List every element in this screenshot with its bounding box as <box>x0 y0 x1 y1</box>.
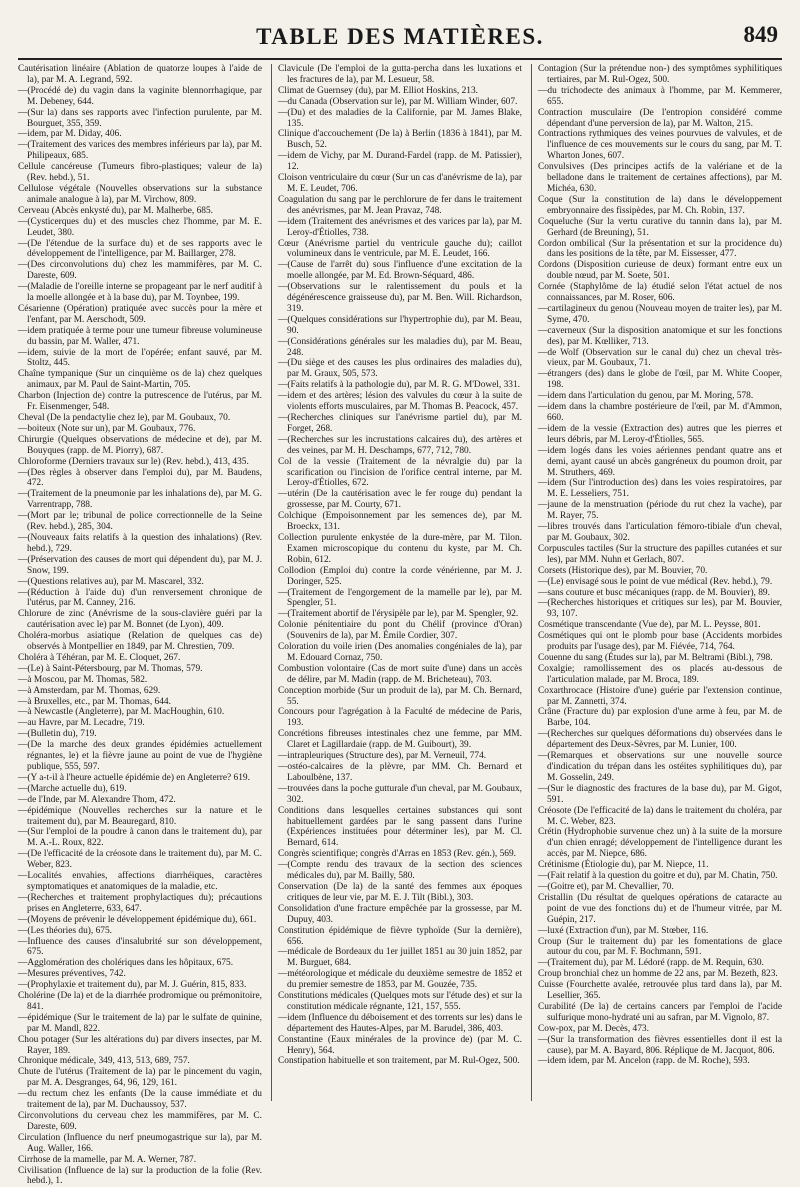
index-entry: Cholérine (De la) et de la diarrhée prodromique ou prémonitoire, 841. <box>18 991 262 1012</box>
index-entry: Contractions rythmiques des veines pourvues de valvules, et de l'influence de ces mouvements sur le cours du sang, par M. T. Wharton Jones, 607. <box>538 129 782 162</box>
index-entry: —(Du) et des maladies de la Californie, par M. James Blake, 135. <box>278 107 522 129</box>
index-entry: —idem (Influence du déboisement et des torrents sur les) dans le département des Hautes-Alpes, par M. Barudel, 386, 403. <box>278 1012 522 1034</box>
index-entry: —(Compte rendu des travaux de la section des sciences médicales du), par M. Bailly, 580. <box>278 860 522 882</box>
index-entry: Choléra à Téhéran, par M. E. Cloquet, 267. <box>18 652 181 663</box>
index-entry: Cornée (Staphylôme de la) étudié selon l'état actuel de nos connaissances, par M. Roser, 606. <box>538 282 782 304</box>
index-entry: Croup bronchial chez un homme de 22 ans, par M. Bezeth, 823. <box>538 969 778 980</box>
index-entry: —(Des règles à observer dans l'emploi du), par M. Baudens, 472. <box>18 467 262 489</box>
index-entry: —(Recherches sur quelques déformations du) observées dans le département des Deux-Sèvres, par M. Lunier, 100. <box>538 729 782 751</box>
index-entry: Collodion (Emploi du) contre la corde vénérienne, par M. J. Doringer, 525. <box>278 565 522 587</box>
index-entry: —du trichodecte des animaux à l'homme, par M. Kemmerer, 655. <box>538 85 782 107</box>
index-entry: —à Moscou, par M. Thomas, 582. <box>18 674 148 685</box>
index-entry: Cellule cancéreuse (Tumeurs fibro-plastiques; valeur de la) (Rev. hebd.), 51. <box>18 162 262 184</box>
index-entry: Cellulose végétale (Nouvelles observations sur la substance animale analogue à la), par M. Virchow, 809. <box>18 183 262 205</box>
index-entry: Cordons (Disposition curieuse de deux) formant entre eux un double nœud, par M. Soete, 501. <box>538 260 782 282</box>
index-entry: Cheval (De la pendactylie chez le), par M. Goubaux, 70. <box>18 413 231 423</box>
index-entry: Cerveau (Abcès enkysté du), par M. Malherbe, 685. <box>18 205 213 216</box>
index-entry: Choléra-morbus asiatique (Relation de quelques cas de) observés à Montpellier en 1849, par M. Chrestien, 709. <box>18 631 262 653</box>
index-entry: —(Observations sur le ralentissement du pouls et la dégénérescence graisseuse du), par M. Ben. Will. Richardson, 319. <box>278 282 522 314</box>
index-entry: Chaîne tympanique (Sur un cinquième os de la) chez quelques animaux, par M. Paul de Saint-Martin, 705. <box>18 369 262 391</box>
index-entry: —de l'Inde, par M. Alexandre Thom, 472. <box>18 794 176 805</box>
index-entry: Crâne (Fracture du) par explosion d'une arme à feu, par M. de Barbe, 104. <box>538 707 782 729</box>
index-entry: Cosmétique transcendante (Vue de), par M. L. Peysse, 801. <box>538 620 761 631</box>
index-entry: Col de la vessie (Traitement de la névralgie du) par la scarification ou l'incision de l'orifice central interne, par M. Leroy-d'Étiolles, 672. <box>278 456 522 489</box>
index-entry: —(Sur la transformation des fièvres essentielles dont il est la cause), par M. A. Bayard, 806. Réplique de M. Jacquot, 806. <box>538 1034 782 1056</box>
index-entry: —idem, par M. Diday, 406. <box>18 129 122 140</box>
index-entry: —trouvées dans la poche gutturale d'un cheval, par M. Goubaux, 302. <box>278 783 522 805</box>
index-entry: Colchique (Empoisonnement par les semences de), par M. Broeckx, 131. <box>278 511 522 533</box>
index-entry: Crétin (Hydrophobie survenue chez un) à la suite de la morsure d'un chien enragé; développement de l'intelligence durant les accès, par M. Niepce, 686. <box>538 827 782 860</box>
index-entry: —(De l'étendue de la surface du) et de ses rapports avec le développement de l'intelligence, par M. Baillarger, 278. <box>18 238 262 260</box>
index-entry: —utérin (De la cautérisation avec le fer rouge du) pendant la grossesse, par M. Courty, 671. <box>278 489 522 511</box>
index-entry: Clavicule (De l'emploi de la gutta-percha dans les luxations et les fractures de la), par M. Lesueur, 58. <box>278 64 522 85</box>
index-entry: Concrétions fibreuses intestinales chez une femme, par MM. Claret et Lagillardaie (rapp. de M. Guibourt), 39. <box>278 729 522 751</box>
index-entry: —idem de la vessie (Extraction des) autres que les pierres et leurs débris, par M. Leroy-d'Étiolles, 565. <box>538 423 782 445</box>
index-entry: Circulation (Influence du nerf pneumogastrique sur la), par M. Aug. Waller, 166. <box>18 1132 262 1154</box>
index-entry: —(Traitement de l'engorgement de la mamelle par le), par M. Spengler, 51. <box>278 587 522 609</box>
index-entry: —(Quelques considérations sur l'hypertrophie du), par M. Beau, 90. <box>278 314 522 336</box>
index-entry: —(De l'efficacité de la créosote dans le traitement du), par M. C. Weber, 823. <box>18 849 262 871</box>
page-header <box>0 14 800 58</box>
index-entry: Césarienne (Opération) pratiquée avec succès pour la mère et l'enfant, par M. Aerschodt, 509. <box>18 303 262 325</box>
index-entry: —(Préservation des causes de mort qui dépendent du), par M. J. Snow, 199. <box>18 554 262 576</box>
index-entry: —(Moyens de prévenir le développement épidémique du), 661. <box>18 914 257 925</box>
index-entry: —(Procédé de) du vagin dans la vaginite blennorrhagique, par M. Debeney, 644. <box>18 85 262 107</box>
index-entry: —(Traitement des varices des membres inférieurs par la), par M. Philipeaux, 685. <box>18 140 262 162</box>
index-entry: —(Goitre et), par M. Chevallier, 70. <box>538 881 674 892</box>
index-entry: —au Havre, par M. Lecadre, 719. <box>18 718 145 729</box>
index-entry: Concours pour l'agrégation à la Faculté de médecine de Paris, 193. <box>278 707 522 729</box>
index-entry: Couenne du sang (Études sur la), par M. Beltrami (Bibl.), 798. <box>538 652 773 663</box>
index-entry: Charbon (Injection de) contre la putrescence de l'utérus, par M. Fr. Eisenmenger, 548. <box>18 391 262 413</box>
index-entry: —(Recherches sur les incrustations calcaires du), des artères et des veines, par M. H. Deschamps, 677, 712, 780. <box>278 434 522 456</box>
index-entry: Croup (Sur le traitement du) par les fomentations de glace autour du cou, par M. F. Bochmann, 591. <box>538 936 782 958</box>
index-entry: —(Recherches historiques et critiques sur les), par M. Bouvier, 93, 107. <box>538 598 782 620</box>
index-entry: —(Cysticerques du) et des muscles chez l'homme, par M. E. Leudet, 380. <box>18 216 262 238</box>
index-entry: —intrapleuriques (Structure des), par M. Verneuil, 774. <box>278 751 487 762</box>
index-entry: —Influence des causes d'insalubrité sur son développement, 675. <box>18 936 262 958</box>
index-entry: Cristallin (Du résultat de quelques opérations de cataracte au point de vue des fonctions du) et de l'humeur vitrée, par M. Guépin, 217. <box>538 892 782 925</box>
index-entry: —Agglomération des cholériques dans les hôpitaux, 675. <box>18 958 234 969</box>
header-rule <box>18 58 782 60</box>
index-entry: Chute de l'utérus (Traitement de la) par le pincement du vagin, par M. A. Desgranges, 64, 96, 129, 161. <box>18 1067 262 1089</box>
index-entry: —du rectum chez les enfants (De la cause immédiate et du traitement de la), par M. Duchaussoy, 537. <box>18 1089 262 1111</box>
page-title: TABLE DES MATIÈRES. <box>256 24 544 49</box>
index-entry: Consolidation d'une fracture empêchée par la grossesse, par M. Dupuy, 403. <box>278 903 522 925</box>
index-entry: —idem dans l'articulation du genou, par M. Moring, 578. <box>538 391 754 402</box>
index-entry: —(Réduction à l'aide du) d'un renversement chronique de l'utérus, par M. Canney, 216. <box>18 587 262 609</box>
index-entry: Collection purulente enkystée de la dure-mère, par M. Tilon. Examen microscopique du contenu du kyste, par M. Ch. Robin, 612. <box>278 532 522 565</box>
index-entry: Chronique médicale, 349, 413, 513, 689, 757. <box>18 1056 190 1067</box>
index-entry: —(Recherches cliniques sur l'anévrisme partiel du), par M. Forget, 268. <box>278 413 522 434</box>
page-number: 849 <box>743 22 778 47</box>
index-entry: —(Traitement du), par M. Lédoré (rapp. de M. Requin, 630. <box>538 958 764 969</box>
index-entry: Cordon ombilical (Sur la présentation et sur la procidence du) dans les positions de la tête, par M. Eissesser, 477. <box>538 238 782 260</box>
index-entry: —(Sur l'emploi de la poudre à canon dans le traitement du), par M. A.-L. Roux, 822. <box>18 827 262 849</box>
index-entry: —libres trouvés dans l'articulation fémoro-tibiale d'un cheval, par M. Goubaux, 302. <box>538 522 782 543</box>
index-entry: Coxarthrocace (Histoire d'une) guérie par l'extension continue, par M. Zannetti, 374. <box>538 685 782 707</box>
index-entry: —(Recherches et traitement prophylactiques du); précautions prises en Angleterre, 633, 647. <box>18 892 262 914</box>
index-entry: —idem, suivie de la mort de l'opérée; enfant sauvé, par M. Stoltz, 445. <box>18 347 262 369</box>
index-entry: —Mesures préventives, 742. <box>18 969 126 980</box>
index-entry: —(Faits relatifs à la pathologie du), par M. R. G. M'Dowel, 331. <box>278 380 521 391</box>
index-entry: —(Mort par le; tribunal de police correctionnelle de la Seine (Rev. hebd.), 285, 304. <box>18 511 262 533</box>
index-entry: —(Sur la) dans ses rapports avec l'infection purulente, par M. Bourguet, 355, 359. <box>18 107 262 129</box>
index-entry: Clinique d'accouchement (De la) à Berlin (1836 à 1841), par M. Busch, 52. <box>278 129 522 151</box>
index-entry: —épidémique (Nouvelles recherches sur la nature et le traitement du), par M. Beauregard, 810. <box>18 805 262 827</box>
index-entry: —(Traitement abortif de l'érysipèle par le), par M. Spengler, 92. <box>278 609 519 620</box>
index-column-middle <box>271 64 522 1101</box>
index-entry: Chou potager (Sur les altérations du) par divers insectes, par M. Rayer, 189. <box>18 1034 262 1056</box>
index-entry: Contagion (Sur la prétendue non-) des symptômes syphilitiques tertiaires, par M. Rul-Ogez, 500. <box>538 64 782 85</box>
index-entry: —à Newcastle (Angleterre), par M. MacHoughin, 610. <box>18 707 225 718</box>
index-entry: —(Sur le diagnostic des fractures de la base du), par M. Gigot, 591. <box>538 783 782 805</box>
index-entry: —luxé (Extraction d'un), par M. Stœber, 116. <box>538 925 709 936</box>
index-entry: Coqueluche (Sur la vertu curative du tannin dans la), par M. Gerhard (de Breuning), 51. <box>538 216 782 238</box>
index-entry: —de Wolf (Observation sur le canal du) chez un cheval très-vieux, par M. Goubaux, 71. <box>538 347 782 369</box>
index-entry: Crétinisme (Étiologie du), par M. Niepce, 11. <box>538 860 709 871</box>
index-entry: —à Bruxelles, etc., par M. Thomas, 644. <box>18 696 171 707</box>
index-entry: Cosmétiques qui ont le plomb pour base (Accidents morbides produits par l'usage des), par M. Fiévée, 714, 764. <box>538 631 782 653</box>
index-entry: —caverneux (Sur la disposition anatomique et sur les fonctions des), par M. Kœlliker, 713. <box>538 325 782 347</box>
index-entry: —(Prophylaxie et traitement du), par M. J. Guérin, 815, 833. <box>18 980 247 991</box>
index-entry: —(Du siège et des causes les plus ordinaires des maladies du), par M. Graux, 505, 573. <box>278 358 522 380</box>
index-entry: —idem de Vichy, par M. Durand-Fardel (rapp. de M. Patissier), 12. <box>278 151 522 173</box>
index-entry: Conception morbide (Sur un produit de la), par M. Ch. Bernard, 55. <box>278 685 522 707</box>
index-entry: —Localités envahies, affections diarrhéiques, caractères symptomatiques et anatomiques de la maladie, etc. <box>18 871 262 892</box>
index-entry: Coxalgie; ramollissement des os placés au-dessous de l'articulation malade, par M. Broca, 189. <box>538 663 782 685</box>
index-entry: Corpuscules tactiles (Sur la structure des papilles cutanées et sur les), par MM. Nuhn et Gerlach, 807. <box>538 543 782 565</box>
index-entry: —sans couture et busc mécaniques (rapp. de M. Bouvier), 89. <box>538 587 770 598</box>
index-entry: Circonvolutions du cerveau chez les mammifères, par M. C. Dareste, 609. <box>18 1111 262 1132</box>
index-entry: —ostéo-calcaires de la plèvre, par MM. Ch. Bernard et Laboulbène, 137. <box>278 762 522 783</box>
index-entry: Constitutions médicales (Quelques mots sur l'étude des) et sur la constitution médicale régnante, 121, 157, 555. <box>278 991 522 1012</box>
index-entry: Cuisse (Fourchette avalée, retrouvée plus tard dans la), par M. Lesellier, 365. <box>538 980 782 1002</box>
index-entry: —(Des circonvolutions du) chez les mammifères, par M. C. Dareste, 609. <box>18 260 262 282</box>
index-column-left <box>18 64 262 1187</box>
index-entry: Cœur (Anévrisme partiel du ventricule gauche du); caillot volumineux dans le ventricule, par M. E. Leudet, 166. <box>278 238 522 260</box>
index-entry: Constipation habituelle et son traitement, par M. Rul-Ogez, 500. <box>278 1056 520 1067</box>
index-entry: —idem logés dans les voies aériennes pendant quatre ans et demi, ayant causé un abcès gangréneux du poumon droit, par M. Struthers, 469. <box>538 445 782 478</box>
index-entry: —(Cause de l'arrêt du) sous l'influence d'une excitation de la moelle allongée, par M. Ed. Brown-Séquard, 486. <box>278 260 522 282</box>
index-entry: Climat de Guernsey (du), par M. Elliot Hoskins, 213. <box>278 85 478 96</box>
index-entry: —(Les théories du), 675. <box>18 925 112 936</box>
index-entry: —(Bulletin du), 719. <box>18 729 97 740</box>
index-entry: —jaune de la menstruation (période du rut chez la vache), par M. Rayer, 75. <box>538 500 782 522</box>
index-entry: —idem dans la chambre postérieure de l'œil, par M. d'Ammon, 660. <box>538 402 782 423</box>
index-column-right <box>531 64 782 1101</box>
index-entry: Cloison ventriculaire du cœur (Sur un cas d'anévrisme de la), par M. E. Leudet, 706. <box>278 173 522 194</box>
index-entry: Contraction musculaire (De l'entropion considéré comme dépendant d'une perversion de la), par M. Walton, 215. <box>538 107 782 129</box>
index-entry: Chirurgie (Quelques observations de médecine et de), par M. Bouyques (rapp. de M. Piorry), 687. <box>18 434 262 456</box>
index-entry: Civilisation (Influence de la) sur la production de la folie (Rev. hebd.), 1. <box>18 1165 262 1187</box>
index-entry: —(Remarques et observations sur une nouvelle source d'indication du trépan dans les ostéites syphilitiques du), par M. Gosselin, 249. <box>538 751 782 783</box>
index-entry: Cautérisation linéaire (Ablation de quatorze loupes à l'aide de la), par M. A. Legrand, 592. <box>18 64 262 85</box>
index-entry: —médicale de Bordeaux du 1er juillet 1851 au 30 juin 1852, par M. Burguet, 684. <box>278 947 522 969</box>
index-entry: Constantine (Eaux minérales de la province de) (par M. C. Henry), 564. <box>278 1034 522 1056</box>
index-entry: Coloration du voile irien (Des anomalies congéniales de la), par M. Edouard Cornaz, 750. <box>278 642 522 663</box>
index-entry: —du Canada (Observation sur le), par M. William Winder, 607. <box>278 96 518 107</box>
index-entry: Chloroforme (Derniers travaux sur le) (Rev. hebd.), 413, 435. <box>18 456 249 467</box>
index-entry: Curabilité (De la) de certains cancers par l'emploi de l'acide sulfurique mono-hydraté uni au safran, par M. Vignolo, 87. <box>538 1001 782 1023</box>
index-entry: —épidémique (Sur le traitement de la) par le sulfate de quinine, par M. Mandl, 822. <box>18 1012 262 1034</box>
index-entry: —(Y a-t-il à l'heure actuelle épidémie de) en Angleterre? 619. <box>18 772 250 783</box>
index-entry: —(Considérations générales sur les maladies du), par M. Beau, 248. <box>278 336 522 358</box>
index-entry: —(Maladie de l'oreille interne se propageant par le nerf auditif à la moelle allongée et à la base du), par M. Toynbee, 199. <box>18 282 262 304</box>
index-entry: —(Le) à Saint-Pétersbourg, par M. Thomas, 579. <box>18 663 203 674</box>
index-entry: —(Fait relatif à la question du goitre et du), par M. Chatin, 750. <box>538 871 778 882</box>
index-entry: —météorologique et médicale du deuxième semestre de 1852 et du premier semestre de 1853, par M. Gouzée, 735. <box>278 969 522 991</box>
index-entry: —(De la marche des deux grandes épidémies actuellement régnantes, le) et la fièvre jaune au point de vue de l'hygiène publique, 555, 597. <box>18 740 262 772</box>
index-entry: Combustion volontaire (Cas de mort suite d'une) dans un accès de délire, par M. Madin (rapp. de M. Bricheteau), 703. <box>278 663 522 685</box>
index-entry: Coagulation du sang par le perchlorure de fer dans le traitement des anévrismes, par M. Jean Pravaz, 748. <box>278 194 522 216</box>
index-entry: Créosote (De l'efficacité de la) dans le traitement du choléra, par M. C. Weber, 823. <box>538 805 782 827</box>
index-columns <box>18 64 782 1187</box>
index-entry: Corsets (Historique des), par M. Bouvier, 70. <box>538 565 708 576</box>
index-entry: —idem (Sur l'introduction des) dans les voies respiratoires, par M. E. Lesseliers, 751. <box>538 478 782 500</box>
index-entry: —(Marche actuelle du), 619. <box>18 783 127 794</box>
index-entry: —boiteux (Note sur un), par M. Goubaux, 776. <box>18 423 196 434</box>
index-entry: —(Traitement de la pneumonie par les inhalations de), par M. G. Varrentrapp, 788. <box>18 489 262 511</box>
index-entry: —idem et des artères; lésion des valvules du cœur à la suite de violents efforts musculaires, par M. Thomas B. Peacock, 457. <box>278 391 522 413</box>
index-entry: —à Amsterdam, par M. Thomas, 629. <box>18 685 161 696</box>
index-entry: Constitution épidémique de fièvre typhoïde (Sur la dernière), 656. <box>278 925 522 947</box>
index-entry: —(Le) envisagé sous le point de vue médical (Rev. hebd.), 79. <box>538 576 773 587</box>
index-entry: —(Nouveaux faits relatifs à la question des inhalations) (Rev. hebd.), 729. <box>18 532 262 554</box>
index-entry: Congrès scientifique; congrès d'Arras en 1853 (Rev. gén.), 569. <box>278 849 516 860</box>
index-entry: —idem pratiquée à terme pour une tumeur fibreuse volumineuse du bassin, par M. Waller, 471. <box>18 325 262 347</box>
index-entry: Cow-pox, par M. Decès, 473. <box>538 1023 649 1034</box>
index-entry: Cirrhose de la mamelle, par M. A. Werner, 787. <box>18 1154 197 1165</box>
index-entry: —(Questions relatives au), par M. Mascarel, 332. <box>18 576 204 587</box>
index-entry: —étrangers (des) dans le globe de l'œil, par M. White Cooper, 198. <box>538 369 782 391</box>
index-entry: —cartilagineux du genou (Nouveau moyen de traiter les), par M. Syme, 470. <box>538 303 782 325</box>
index-entry: Colonie pénitentiaire du pont du Chélif (province d'Oran) (Souvenirs de la), par M. Émile Cordier, 307. <box>278 620 522 642</box>
index-entry: Coque (Sur la constitution de la) dans le développement embryonnaire des fissipèdes, par M. Ch. Robin, 137. <box>538 194 782 216</box>
index-entry: Chlorure de zinc (Anévrisme de la sous-clavière guéri par la cautérisation avec le) par M. Bonnet (de Lyon), 409. <box>18 609 262 631</box>
index-entry: Convulsives (Des principes actifs de la valériane et de la belladone dans le traitement de certaines affections), par M. Michéa, 630. <box>538 162 782 194</box>
index-entry: —idem (Traitement des anévrismes et des varices par la), par M. Leroy-d'Étiolles, 738. <box>278 216 522 238</box>
index-entry: —idem idem, par M. Ancelon (rapp. de M. Roche), 593. <box>538 1056 750 1067</box>
index-entry: Conditions dans lesquelles certaines substances qui sont habituellement gardées par le sang passent dans l'urine (Expériences instituées pour déterminer les), par M. Cl. Bernard, 614. <box>278 805 522 849</box>
index-entry: Conservation (De la) de la santé des femmes aux époques critiques de leur vie, par M. E. J. Tilt (Bibl.), 303. <box>278 881 522 903</box>
